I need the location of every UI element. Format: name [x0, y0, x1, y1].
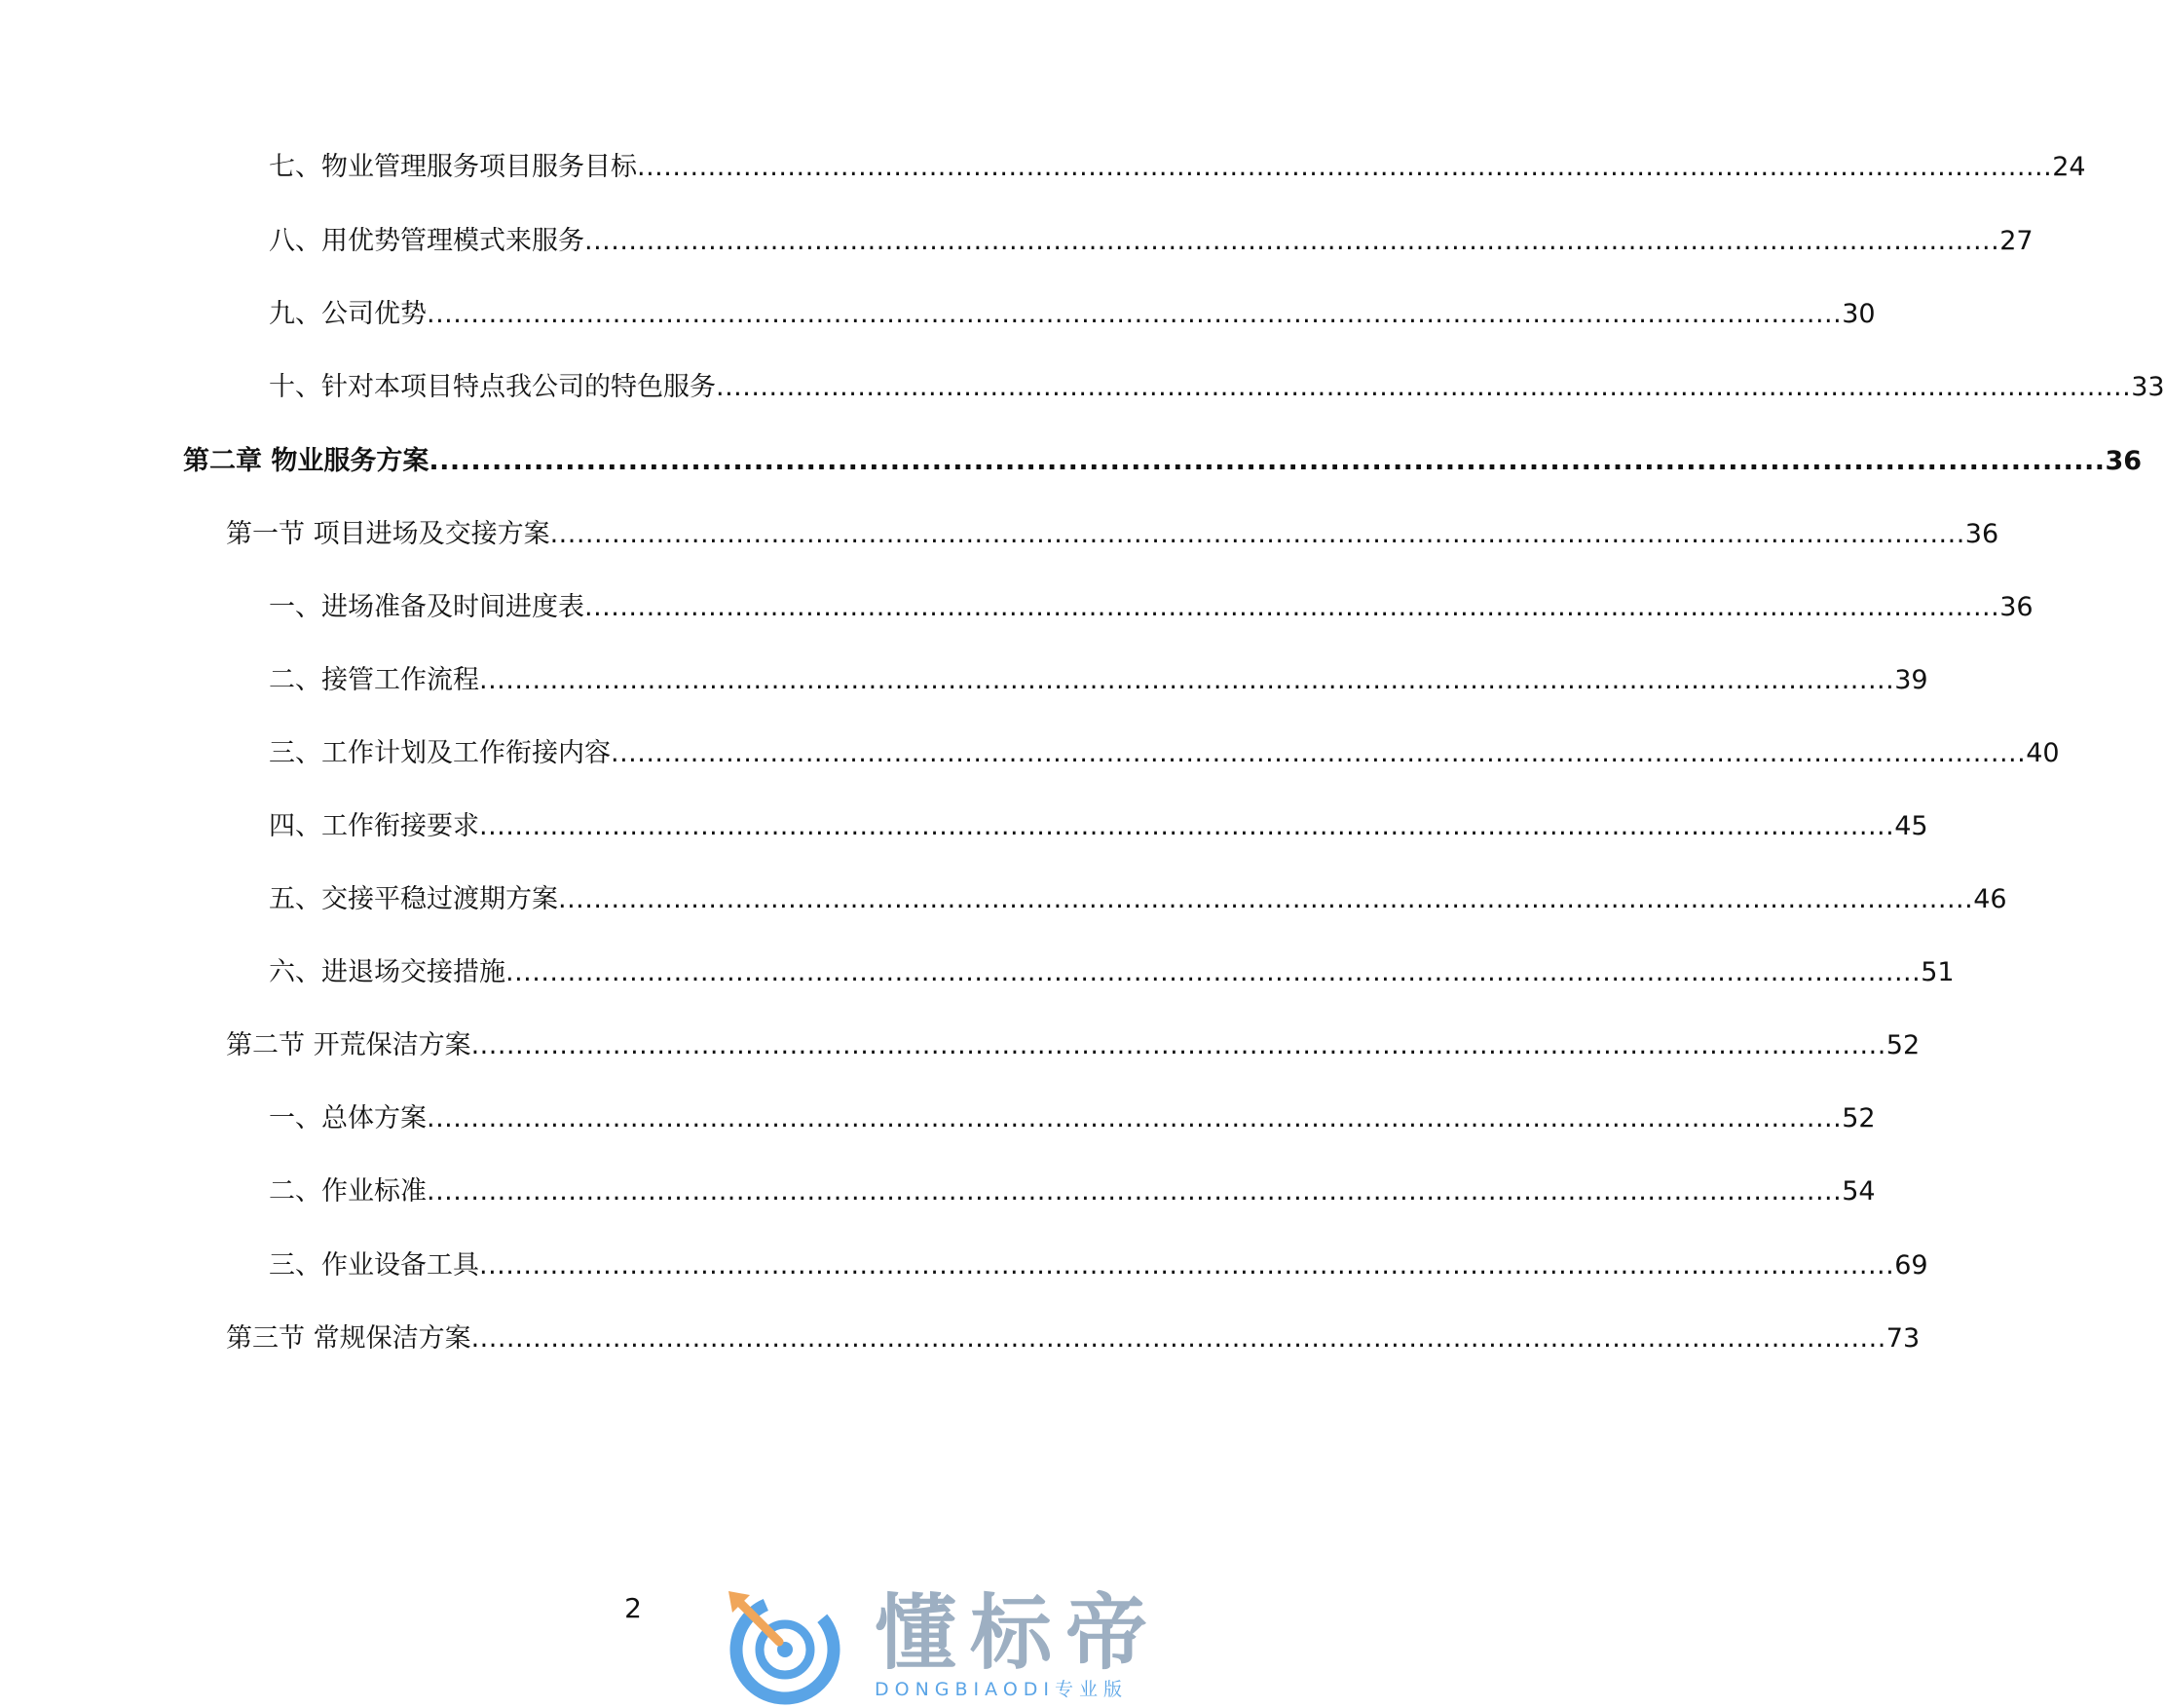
toc-entry-title: 九、公司优势	[269, 299, 427, 329]
toc-entry-page: 73	[1885, 1323, 1921, 1354]
toc-entry-page: 36	[2105, 446, 2143, 476]
toc-dot-leader: ................................................................................................................................................................	[584, 592, 2000, 622]
page-number: 2	[624, 1592, 642, 1624]
toc-entry-page: 45	[1894, 811, 1928, 841]
target-arrow-icon	[721, 1585, 847, 1704]
toc-entry-page: 40	[2026, 738, 2060, 768]
toc-entry[interactable]	[269, 1246, 1928, 1285]
toc-entry-page: 30	[1842, 299, 1876, 329]
toc-entry-title: 二、作业标准	[269, 1176, 427, 1207]
toc-entry-page: 51	[1921, 957, 1955, 987]
toc-dot-leader: ................................................................................................................................................................	[611, 738, 2027, 768]
toc-entry-title: 四、工作衔接要求	[269, 811, 479, 841]
toc-chapter-entry[interactable]	[183, 442, 2143, 481]
watermark	[721, 1585, 1188, 1704]
toc-section-entry[interactable]	[226, 1319, 1921, 1358]
toc-entry[interactable]	[269, 953, 1955, 992]
toc-entry-page: 36	[1964, 519, 1999, 549]
toc-dot-leader: ................................................................................................................................................................	[479, 665, 1895, 695]
toc-entry[interactable]	[269, 148, 2086, 187]
toc-entry-page: 24	[2052, 152, 2086, 182]
toc-entry-page: 46	[1973, 884, 2007, 914]
toc-entry[interactable]	[269, 222, 2034, 261]
toc-entry-title: 三、工作计划及工作衔接内容	[269, 738, 611, 768]
toc-dot-leader: ................................................................................................................................................................	[505, 957, 1922, 987]
toc-section-entry[interactable]	[226, 515, 1999, 554]
toc-entry-page: 27	[1999, 226, 2034, 256]
toc-entry-page: 54	[1842, 1176, 1876, 1207]
toc-dot-leader: ................................................................................................................................................................	[429, 446, 2106, 476]
toc-dot-leader: ................................................................................................................................................................	[479, 1250, 1895, 1281]
toc-entry[interactable]	[269, 661, 1928, 700]
toc-entry[interactable]	[269, 588, 2034, 627]
toc-dot-leader: ................................................................................................................................................................	[549, 519, 1965, 549]
toc-entry-title: 十、针对本项目特点我公司的特色服务	[269, 372, 716, 402]
toc-entry-page: 52	[1885, 1030, 1921, 1060]
toc-entry-page: 39	[1894, 665, 1928, 695]
toc-entry-title: 一、进场准备及时间进度表	[269, 592, 584, 622]
toc-dot-leader: ................................................................................................................................................................	[470, 1030, 1886, 1060]
toc-entry-page: 36	[1999, 592, 2034, 622]
toc-entry-title: 第二节 开荒保洁方案	[226, 1030, 471, 1060]
toc-entry-title: 五、交接平稳过渡期方案	[269, 884, 558, 914]
toc-dot-leader: ................................................................................................................................................................	[427, 1103, 1843, 1133]
toc-entry-title: 三、作业设备工具	[269, 1250, 479, 1281]
toc-dot-leader: ................................................................................................................................................................	[637, 152, 2053, 182]
toc-entry[interactable]	[269, 368, 2165, 407]
toc-dot-leader: ................................................................................................................................................................	[558, 884, 1974, 914]
toc-entry-title: 六、进退场交接措施	[269, 957, 505, 987]
toc-entry-title: 一、总体方案	[269, 1103, 427, 1133]
toc-entry-title: 八、用优势管理模式来服务	[269, 226, 584, 256]
toc-entry-page: 69	[1894, 1250, 1928, 1281]
toc-entry-title: 第三节 常规保洁方案	[226, 1323, 471, 1354]
toc-entry[interactable]	[269, 1172, 1876, 1211]
toc-dot-leader: ................................................................................................................................................................	[427, 1176, 1843, 1207]
toc-entry-page: 52	[1842, 1103, 1876, 1133]
toc-section-entry[interactable]	[226, 1026, 1921, 1065]
toc-dot-leader: ................................................................................................................................................................	[479, 811, 1895, 841]
toc-dot-leader: ................................................................................................................................................................	[427, 299, 1843, 329]
toc-entry[interactable]	[269, 1099, 1876, 1138]
watermark-title: 懂标帝	[875, 1585, 1162, 1681]
toc-entry[interactable]	[269, 295, 1876, 334]
toc-entry-title: 第二章 物业服务方案	[183, 446, 429, 476]
toc-entry[interactable]	[269, 880, 2007, 919]
toc-entry-page: 33	[2131, 372, 2165, 402]
toc-entry[interactable]	[269, 807, 1928, 846]
toc-entry-title: 第一节 项目进场及交接方案	[226, 519, 550, 549]
toc-dot-leader: ................................................................................................................................................................	[716, 372, 2132, 402]
toc-entry-title: 七、物业管理服务项目服务目标	[269, 152, 637, 182]
toc-dot-leader: ................................................................................................................................................................	[584, 226, 2000, 256]
watermark-subtitle: DONGBIAODI专业版	[875, 1679, 1129, 1700]
toc-entry[interactable]	[269, 734, 2060, 773]
toc-entry-title: 二、接管工作流程	[269, 665, 479, 695]
toc-dot-leader: ................................................................................................................................................................	[470, 1323, 1886, 1354]
